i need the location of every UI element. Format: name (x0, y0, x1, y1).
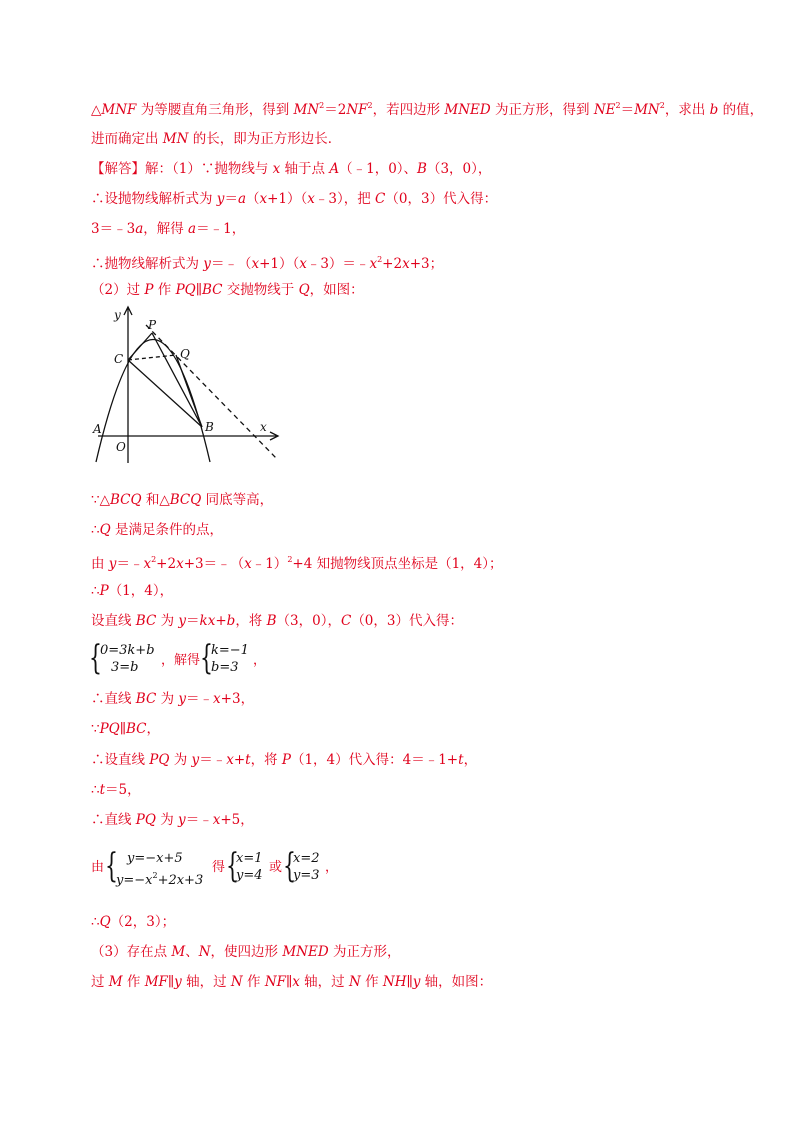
text: ∴ (91, 583, 100, 599)
text: +1）（ (259, 256, 300, 272)
text: ＝ (224, 191, 238, 207)
text: 过 (91, 974, 109, 990)
text: ，将 (250, 752, 282, 768)
text: y (216, 191, 225, 207)
text: BC (135, 613, 157, 629)
text: B (266, 613, 277, 629)
text-line (91, 130, 341, 148)
text: 2 (287, 555, 293, 564)
text: y (178, 812, 186, 828)
text-line (91, 521, 223, 539)
text: BC (126, 721, 147, 737)
equation: 0=3k+b (100, 643, 155, 658)
text: x (402, 256, 410, 272)
text: y (174, 974, 182, 990)
system-solutions (211, 642, 249, 676)
text: M (171, 944, 186, 960)
text: ＝﹣1， (196, 221, 246, 237)
text: （2，3）； (110, 914, 176, 930)
text-line (91, 811, 254, 829)
text-line (91, 491, 273, 509)
text: 2 (377, 255, 383, 264)
text: ＝ (186, 613, 200, 629)
left-brace: { (89, 638, 102, 678)
text: （0，3）代入得： (351, 613, 463, 629)
solution: b=3 (211, 660, 239, 675)
text: ﹣3）＝﹣ (306, 256, 370, 272)
text: ∥ (406, 974, 413, 990)
text: PQ (149, 752, 170, 768)
text: MF (144, 974, 168, 990)
text-line (91, 751, 477, 769)
text: 为正方形，得到 (490, 102, 594, 118)
text: x (259, 191, 268, 207)
text: 、 (185, 944, 199, 960)
solution: k=−1 (211, 643, 249, 658)
text: （3）存在点 (91, 944, 172, 960)
text: t (458, 752, 464, 768)
text: ∴ (91, 914, 100, 930)
text: ﹣3），把 (314, 191, 376, 207)
parabola-figure (90, 305, 290, 465)
text-line (91, 913, 175, 931)
text: 3＝﹣3 (91, 221, 136, 237)
label-y: y (114, 308, 121, 322)
text: 作 (122, 974, 145, 990)
text: ∴设直线 (91, 752, 150, 768)
text: ，使四边形 (210, 944, 283, 960)
text: 进而确定出 (91, 131, 163, 147)
text: t (245, 752, 251, 768)
text: （﹣1，0）、 (339, 161, 418, 177)
text: +4 知抛物线顶点坐标是（1，4）； (292, 556, 503, 572)
line-pq-dashed (146, 325, 278, 460)
text: x (213, 691, 221, 707)
punct: ， (325, 860, 339, 875)
text: （ (246, 191, 260, 207)
label-b: B (205, 420, 214, 434)
text: MNED (282, 944, 329, 960)
text: ＝﹣ (199, 752, 227, 768)
text: 为 (155, 812, 179, 828)
text: x (251, 256, 260, 272)
text: x (212, 812, 221, 828)
text: ， (146, 721, 161, 737)
text: C (340, 613, 352, 629)
solution: y=4 (236, 868, 263, 883)
text: ＝﹣（ (210, 256, 252, 272)
solve-label: 得 (212, 860, 226, 875)
prefix-label: 由 (91, 860, 105, 875)
text: ∴直线 (91, 691, 136, 707)
text: 轴，如图： (420, 974, 493, 990)
text: MNF (101, 102, 137, 118)
text: 由 (91, 556, 109, 572)
text: ＝﹣ (185, 812, 213, 828)
segment-cp (128, 333, 152, 360)
text: ，如图： (309, 282, 364, 298)
text: A (329, 161, 340, 177)
text: 为正方形， (328, 944, 401, 960)
solution: x=1 (236, 851, 263, 866)
text: +2x+3 (157, 873, 204, 888)
text: 2 (659, 101, 665, 110)
text: y (412, 974, 421, 990)
text: a (188, 221, 197, 237)
text: ＝5， (105, 782, 141, 798)
text: + (233, 752, 246, 768)
text: BCQ (109, 492, 142, 508)
equation (116, 867, 204, 888)
text: ， (463, 752, 478, 768)
text-line (91, 551, 503, 573)
text: +5， (220, 812, 254, 828)
left-brace: { (200, 638, 213, 678)
text: 2 (367, 101, 373, 110)
text: y (178, 691, 187, 707)
solution: x=2 (293, 851, 320, 866)
text: 为等腰直角三角形，得到 (136, 102, 294, 118)
text: 2 (319, 101, 325, 110)
text: Q (99, 914, 111, 930)
text: x (307, 191, 315, 207)
text: +3＝﹣（ (183, 556, 245, 572)
text: NE (593, 102, 616, 118)
text: M (108, 974, 123, 990)
text: x (143, 556, 152, 572)
text: P (144, 282, 154, 298)
text: 的值， (718, 102, 764, 118)
text: x (292, 974, 300, 990)
text: ，解得 (143, 221, 189, 237)
text: 作 (153, 282, 176, 298)
text: ＝2 (324, 102, 347, 118)
text: PQ (99, 721, 120, 737)
text: a (135, 221, 144, 237)
text: ∴直线 (91, 812, 136, 828)
text: ，若四边形 (372, 102, 445, 118)
text: 2 (152, 871, 158, 880)
left-brace: { (226, 846, 239, 886)
text-line (91, 251, 443, 273)
text: t (99, 782, 106, 798)
text: 为 (169, 752, 192, 768)
solution: y=3 (293, 868, 320, 883)
text: ∴设抛物线解析式为 (91, 191, 217, 207)
label-x: x (260, 420, 267, 434)
text: 2 (615, 101, 621, 110)
text: MN (162, 131, 189, 147)
text: 作 (242, 974, 265, 990)
segment-pb (152, 333, 202, 427)
text: ∴ (91, 522, 100, 538)
or-label: 或 (269, 860, 283, 875)
text: B (417, 161, 427, 177)
text: NF (346, 102, 368, 118)
text-line (91, 612, 463, 630)
text: 同底等高， (201, 492, 274, 508)
text: + (215, 613, 227, 629)
text: kx (199, 613, 216, 629)
text-line (91, 943, 400, 961)
left-brace: { (283, 846, 296, 886)
text-line (91, 720, 160, 738)
text: 交抛物线于 (222, 282, 299, 298)
text: MN (293, 102, 320, 118)
text: ∵△ (91, 492, 110, 508)
text: y=−x (116, 873, 153, 888)
text: y (108, 556, 117, 572)
text: 轴，过 (299, 974, 349, 990)
text: ∵ (91, 721, 100, 737)
label-q: Q (180, 347, 190, 361)
text: MNED (444, 102, 491, 118)
system-solution-1 (236, 850, 263, 884)
text: +3， (220, 691, 255, 707)
text: BC (135, 691, 157, 707)
text: ∥ (119, 721, 126, 737)
text: b (709, 102, 719, 118)
text: ，将 (235, 613, 267, 629)
text: P (281, 752, 291, 768)
text: （1，4）， (108, 583, 174, 599)
text: （1，4）代入得：4＝﹣1+ (290, 752, 459, 768)
text: x (226, 752, 234, 768)
left-brace: { (105, 846, 118, 886)
text: P (99, 583, 109, 599)
text: b (226, 613, 236, 629)
text-line (91, 582, 173, 600)
text: ＝﹣ (186, 691, 214, 707)
text: Q (99, 522, 111, 538)
text-line (91, 281, 364, 299)
text-line (91, 190, 497, 208)
text: ∴抛物线解析式为 (91, 256, 204, 272)
segment-qb (176, 355, 202, 427)
text-line (91, 97, 763, 119)
text: BC (201, 282, 223, 298)
text: △ (91, 102, 102, 118)
punct: ， (253, 653, 267, 668)
label-a: A (93, 422, 102, 436)
system-equations (100, 642, 155, 676)
equation-system-2 (89, 846, 349, 890)
text: PQ (135, 812, 156, 828)
text: y (191, 752, 200, 768)
text: N (230, 974, 243, 990)
segment-cq-dashed (128, 355, 176, 360)
solve-label: ，解得 (161, 653, 201, 668)
system-equations (116, 850, 204, 888)
text: PQ (175, 282, 196, 298)
text: a (237, 191, 246, 207)
text: C (375, 191, 386, 207)
text: 轴，过 (181, 974, 231, 990)
text: ∥ (195, 282, 202, 298)
text: 设直线 (91, 613, 136, 629)
system-solution-2 (293, 850, 320, 884)
text: x (176, 556, 184, 572)
text: 为 (156, 613, 179, 629)
text: +3； (409, 256, 444, 272)
text-line (91, 160, 491, 178)
text: 【解答】解：（1）∵抛物线与 (91, 161, 273, 177)
text: 是满足条件的点， (110, 522, 223, 538)
text: 为 (156, 691, 179, 707)
text: 的长，即为正方形边长． (188, 131, 342, 147)
text: 作 (360, 974, 383, 990)
equation-system-1 (89, 640, 289, 680)
text-line (91, 781, 141, 799)
text: 轴于点 (280, 161, 330, 177)
text: 2 (151, 555, 157, 564)
text: +2 (382, 256, 403, 272)
label-o: O (116, 440, 126, 454)
label-c: C (114, 352, 124, 366)
equation: y=−x+5 (127, 851, 183, 866)
text: （2）过 (91, 282, 145, 298)
text: x (369, 256, 378, 272)
text: Q (298, 282, 310, 298)
text: x (244, 556, 252, 572)
text: ＝﹣ (116, 556, 144, 572)
text: y (178, 613, 187, 629)
text-line (91, 973, 492, 991)
text: MN (634, 102, 660, 118)
text: x (299, 256, 307, 272)
text: （3，0）， (276, 613, 341, 629)
text: ∥ (286, 974, 293, 990)
text: ，求出 (664, 102, 710, 118)
text: BCQ (169, 492, 202, 508)
text: （0，3）代入得： (385, 191, 498, 207)
text-line (91, 220, 245, 238)
text: ∴ (91, 782, 100, 798)
text-line (91, 690, 254, 708)
text: N (348, 974, 361, 990)
text: ＝ (620, 102, 635, 118)
text: 和△ (141, 492, 170, 508)
text: x (272, 161, 281, 177)
text: +1）（ (267, 191, 308, 207)
equation: 3=b (111, 660, 139, 675)
text: N (198, 944, 211, 960)
label-p: P (148, 318, 157, 332)
text: NH (382, 974, 407, 990)
text: （3，0）， (426, 161, 492, 177)
text: ﹣1） (251, 556, 288, 572)
text: +2 (156, 556, 177, 572)
text: y (203, 256, 211, 272)
text: ∥ (167, 974, 175, 990)
text: NF (264, 974, 286, 990)
